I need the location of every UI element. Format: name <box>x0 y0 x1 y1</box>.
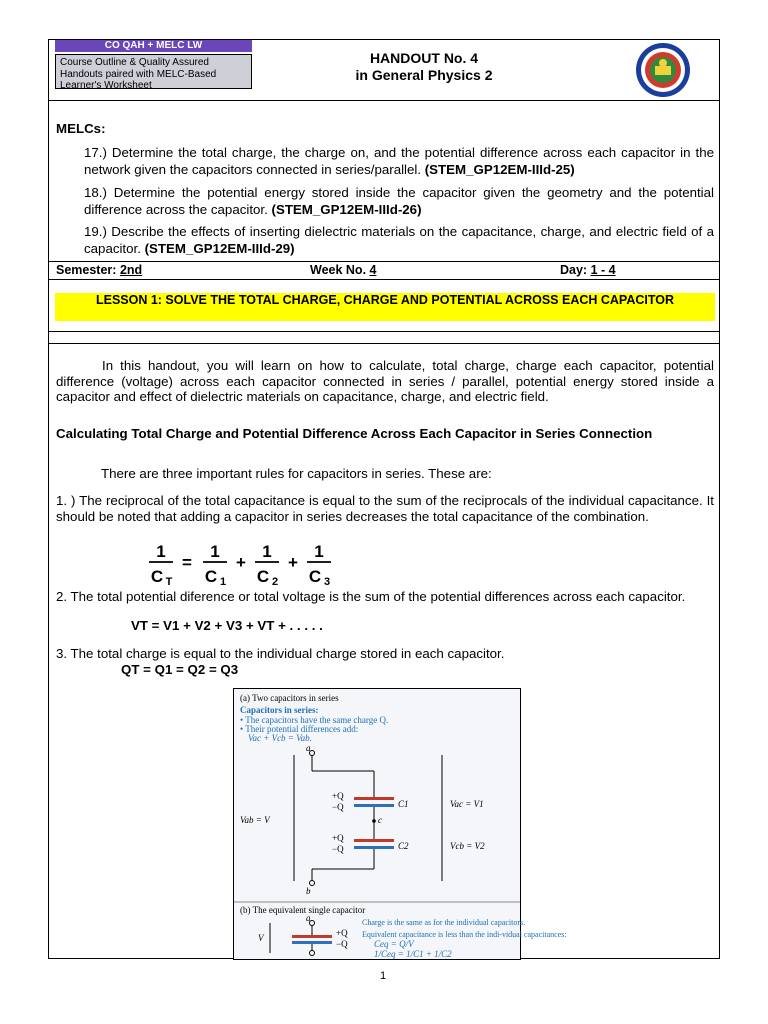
node-b-label: b <box>306 886 311 896</box>
melc-text: 17.) Determine the total charge, the charge on, and the potential difference across each capacitor in the network given the capacitors connected in series/parallel. <box>84 145 714 177</box>
ceq-label: Ceq = Q/V <box>374 939 414 949</box>
node-c-label: c <box>378 815 382 825</box>
handout-title-line2: in General Physics 2 <box>355 67 493 83</box>
melc-code: (STEM_GP12EM-IIId-29) <box>144 241 295 256</box>
header-description: Course Outline & Quality Assured Handouts paired with MELC-Based Learner's Worksheet <box>55 54 252 89</box>
formula-subscript: 3 <box>323 576 331 588</box>
plus-q-label: +Q <box>332 833 344 843</box>
minus-q-label: −Q <box>332 844 344 854</box>
formula-denominator: C <box>150 567 164 586</box>
header <box>49 40 719 101</box>
reciprocal-capacitance-formula <box>147 540 347 590</box>
week-label: Week No. <box>310 263 367 277</box>
plus-q-label: +Q <box>336 928 348 938</box>
formula-denominator: C <box>308 567 322 586</box>
equivalent-note: Equivalent capacitance is less than the indi-vidual capacitances: <box>362 930 567 939</box>
section-heading: Calculating Total Charge and Potential Difference Across Each Capacitor in Series Connection <box>56 426 653 441</box>
v-label: V <box>258 933 264 943</box>
node-a-label: a <box>306 913 311 923</box>
vcb-label: Vcb = V2 <box>450 841 485 851</box>
lesson-title: LESSON 1: SOLVE THE TOTAL CHARGE, CHARGE AND POTENTIAL ACROSS EACH CAPACITOR <box>55 293 715 321</box>
formula-denominator: C <box>256 567 270 586</box>
svg-text:+: + <box>288 553 298 572</box>
node-a-label: a <box>306 743 311 753</box>
figure-a-title: (a) Two capacitors in series <box>240 693 339 703</box>
melc-text: 18.) Determine the potential energy stored inside the capacitor given the geometry and the potential difference across the capacitor. <box>84 185 714 217</box>
formula-subscript: T <box>165 576 173 588</box>
day-label: Day: <box>560 263 588 277</box>
week <box>310 263 376 277</box>
school-division-seal-icon <box>635 42 691 98</box>
rule-1: 1. ) The reciprocal of the total capacitance is equal to the sum of the reciprocals of the individual capacitance. It should be noted that adding a capacitor in series decreases the total capacitance of the combination. <box>56 493 714 524</box>
page-frame <box>48 39 720 959</box>
melc-item <box>84 144 714 178</box>
minus-q-label: −Q <box>336 939 348 949</box>
figure-a-bullet-2: • Their potential differences add: <box>240 724 359 734</box>
vac-label: Vac = V1 <box>450 799 484 809</box>
intro-paragraph: In this handout, you will learn on how to calculate, total charge, charge each capacitor, potential difference (voltage) across each capacitor connected in series / parallel, potential energy stored inside a capacitor and effect of dielectric materials on capacitance, charge, and electric field. <box>56 358 714 404</box>
vab-label: Vab = V <box>240 815 270 825</box>
week-value: 4 <box>369 263 377 277</box>
c1-label: C1 <box>398 799 409 809</box>
formula-denominator: C <box>204 567 218 586</box>
voltage-formula: VT = V1 + V2 + V3 + VT + . . . . . <box>131 618 323 633</box>
melcs-section <box>49 101 719 262</box>
divider <box>49 343 719 344</box>
rule-2: 2. The total potential diference or total voltage is the sum of the potential differences across each capacitor. <box>56 589 686 604</box>
melc-code: (STEM_GP12EM-IIId-25) <box>424 162 575 177</box>
melc-text: 19.) Describe the effects of inserting dielectric materials on the capacitance, charge, and electric field of a capacitor. <box>84 224 714 256</box>
formula-numerator: 1 <box>262 542 272 561</box>
day-value: 1 - 4 <box>590 263 616 277</box>
charge-formula: QT = Q1 = Q2 = Q3 <box>121 662 239 677</box>
svg-text:=: = <box>182 553 192 572</box>
formula-numerator: 1 <box>210 542 220 561</box>
semester-label: Semester: <box>56 263 117 277</box>
formula-subscript: 1 <box>219 576 227 588</box>
formula-subscript: 2 <box>271 576 279 588</box>
melcs-heading: MELCs: <box>56 121 106 136</box>
rules-intro: There are three important rules for capacitors in series. These are: <box>101 466 492 481</box>
figure-b-title: (b) The equivalent single capacitor <box>240 905 366 915</box>
melc-item <box>84 184 714 218</box>
figure-a-bullet-1: • The capacitors have the same charge Q. <box>240 715 389 725</box>
formula-numerator: 1 <box>314 542 324 561</box>
c2-label: C2 <box>398 841 409 851</box>
schedule-row <box>49 261 719 280</box>
semester <box>56 263 142 277</box>
plus-q-label: +Q <box>332 791 344 801</box>
rule-3: 3. The total charge is equal to the individual charge stored in each capacitor. <box>56 646 505 661</box>
figure-a-equation: Vac + Vcb = Vab. <box>248 733 312 743</box>
day <box>560 263 616 277</box>
melc-item <box>84 223 714 257</box>
divider <box>49 331 719 332</box>
ceq-reciprocal: 1/Ceq = 1/C1 + 1/C2 <box>374 949 452 959</box>
page-number: 1 <box>380 970 387 982</box>
figure-a-heading: Capacitors in series: <box>240 705 319 715</box>
minus-q-label: −Q <box>332 802 344 812</box>
melc-code: (STEM_GP12EM-IIId-26) <box>271 202 422 217</box>
header-tag: CO QAH + MELC LW <box>55 40 252 52</box>
handout-title <box>259 50 589 84</box>
capacitor-diagram <box>234 689 567 959</box>
series-capacitors-figure <box>233 688 567 960</box>
formula-numerator: 1 <box>156 542 166 561</box>
handout-title-line1: HANDOUT No. 4 <box>369 50 479 66</box>
svg-text:+: + <box>236 553 246 572</box>
semester-value: 2nd <box>119 263 143 277</box>
charge-note: Charge is the same as for the individual capacitors. <box>362 918 526 927</box>
header-left <box>55 40 252 89</box>
